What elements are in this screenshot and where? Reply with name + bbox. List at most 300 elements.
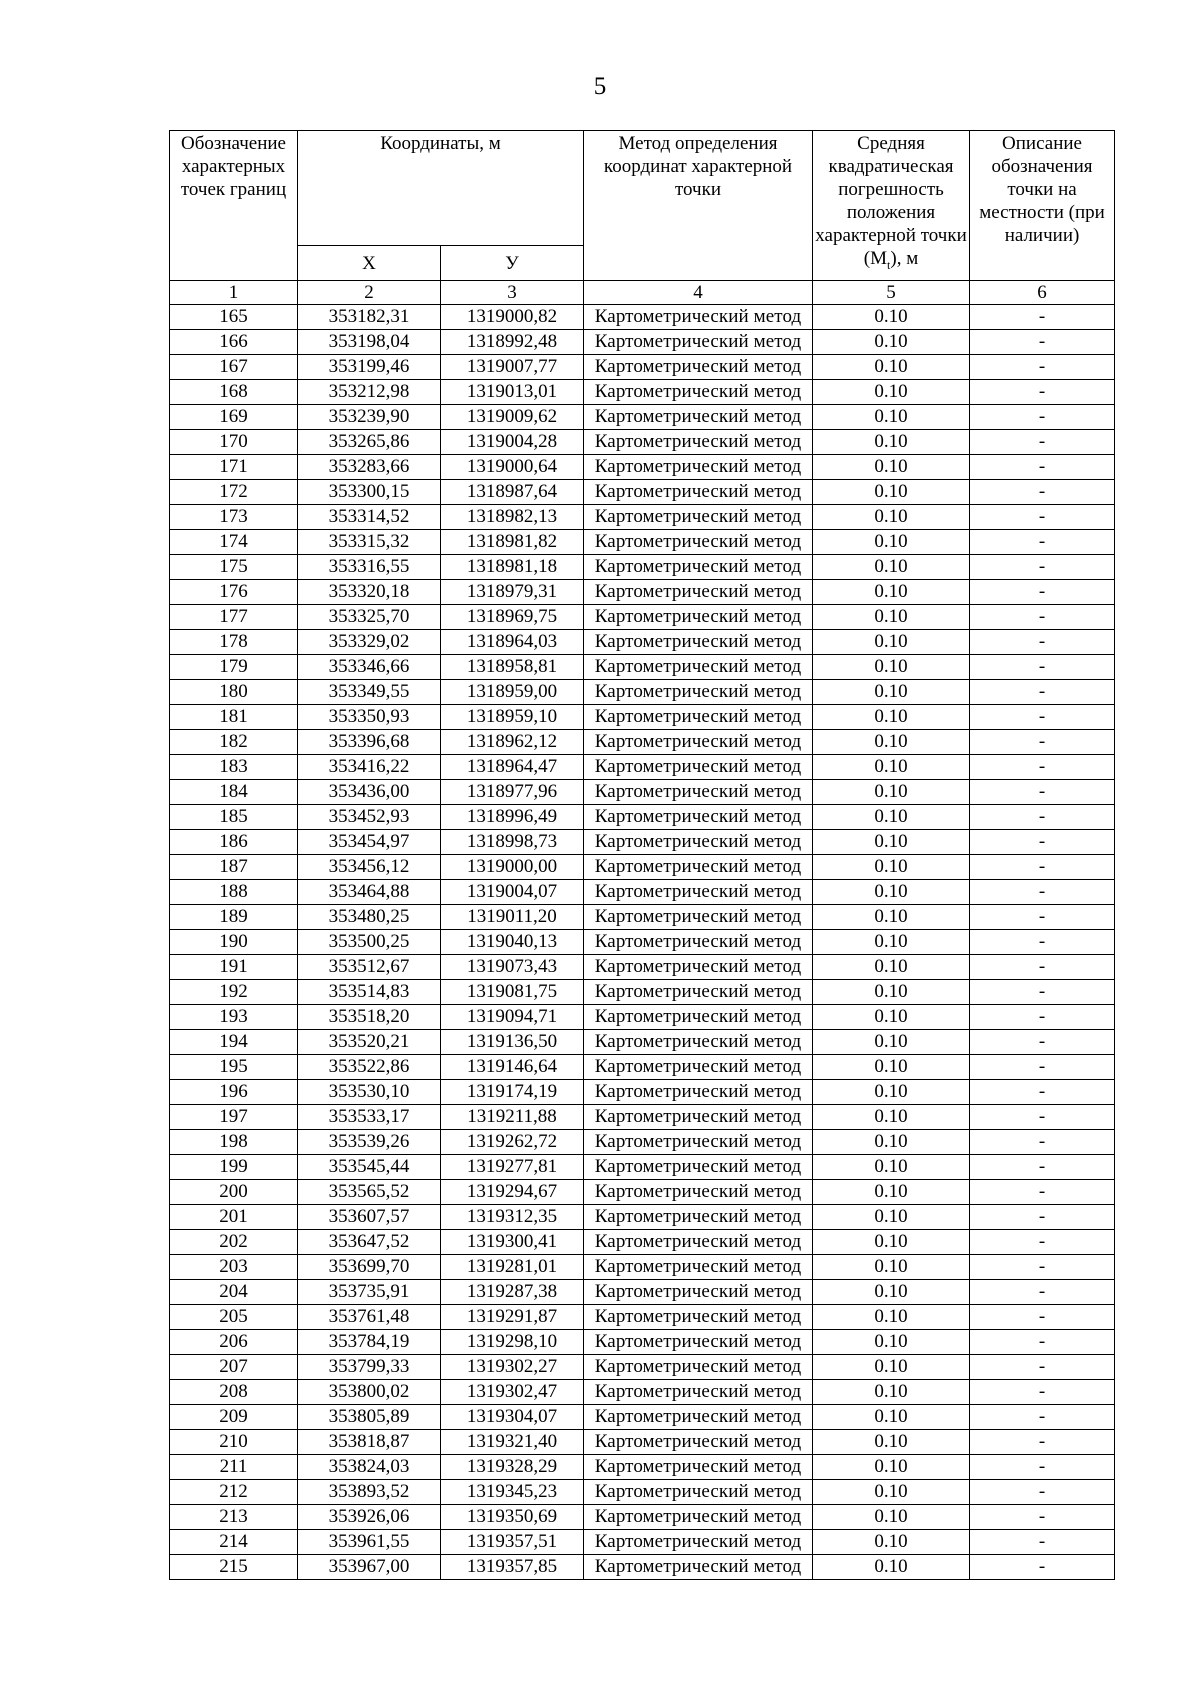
method-cell: Картометрический метод: [584, 305, 813, 330]
point-number-cell: 200: [170, 1180, 298, 1205]
error-cell: 0.10: [813, 1180, 970, 1205]
description-cell: -: [970, 580, 1115, 605]
method-cell: Картометрический метод: [584, 930, 813, 955]
table-row: [170, 530, 1115, 555]
description-cell: -: [970, 930, 1115, 955]
point-number-cell: 184: [170, 780, 298, 805]
point-number-cell: 197: [170, 1105, 298, 1130]
point-number-cell: 186: [170, 830, 298, 855]
table-row: [170, 1105, 1115, 1130]
point-number-cell: 204: [170, 1280, 298, 1305]
method-cell: Картометрический метод: [584, 1355, 813, 1380]
error-cell: 0.10: [813, 430, 970, 455]
error-cell: 0.10: [813, 555, 970, 580]
y-coordinate-cell: 1319081,75: [441, 980, 584, 1005]
method-cell: Картометрический метод: [584, 955, 813, 980]
point-number-cell: 171: [170, 455, 298, 480]
error-cell: 0.10: [813, 1130, 970, 1155]
table-row: [170, 580, 1115, 605]
error-cell: 0.10: [813, 930, 970, 955]
table-row: [170, 655, 1115, 680]
method-cell: Картометрический метод: [584, 1480, 813, 1505]
description-cell: -: [970, 1280, 1115, 1305]
y-coordinate-cell: 1318962,12: [441, 730, 584, 755]
description-cell: -: [970, 1055, 1115, 1080]
y-coordinate-cell: 1319136,50: [441, 1030, 584, 1055]
method-cell: Картометрический метод: [584, 605, 813, 630]
table-row: [170, 1280, 1115, 1305]
description-cell: -: [970, 1180, 1115, 1205]
method-cell: Картометрический метод: [584, 405, 813, 430]
y-coordinate-cell: 1319345,23: [441, 1480, 584, 1505]
error-cell: 0.10: [813, 980, 970, 1005]
y-coordinate-cell: 1318959,10: [441, 705, 584, 730]
method-cell: Картометрический метод: [584, 755, 813, 780]
y-coordinate-cell: 1319011,20: [441, 905, 584, 930]
error-cell: 0.10: [813, 630, 970, 655]
x-coordinate-cell: 353545,44: [298, 1155, 441, 1180]
error-cell: 0.10: [813, 455, 970, 480]
table-row: [170, 680, 1115, 705]
y-coordinate-cell: 1319304,07: [441, 1405, 584, 1430]
x-coordinate-cell: 353607,57: [298, 1205, 441, 1230]
x-coordinate-cell: 353824,03: [298, 1455, 441, 1480]
point-number-cell: 213: [170, 1505, 298, 1530]
method-cell: Картометрический метод: [584, 1255, 813, 1280]
y-coordinate-cell: 1319350,69: [441, 1505, 584, 1530]
y-coordinate-cell: 1318977,96: [441, 780, 584, 805]
header-error: [813, 131, 970, 281]
table-row: [170, 455, 1115, 480]
point-number-cell: 196: [170, 1080, 298, 1105]
error-cell: 0.10: [813, 1355, 970, 1380]
y-coordinate-cell: 1319312,35: [441, 1205, 584, 1230]
method-cell: Картометрический метод: [584, 555, 813, 580]
boundary-points-table: [169, 130, 1115, 1580]
description-cell: -: [970, 1330, 1115, 1355]
x-coordinate-cell: 353198,04: [298, 330, 441, 355]
method-cell: Картометрический метод: [584, 805, 813, 830]
table-row: [170, 505, 1115, 530]
description-cell: -: [970, 1430, 1115, 1455]
description-cell: -: [970, 1255, 1115, 1280]
error-cell: 0.10: [813, 605, 970, 630]
y-coordinate-cell: 1318964,03: [441, 630, 584, 655]
point-number-cell: 212: [170, 1480, 298, 1505]
error-cell: 0.10: [813, 1155, 970, 1180]
point-number-cell: 190: [170, 930, 298, 955]
page-number: 5: [593, 73, 607, 100]
y-coordinate-cell: 1318996,49: [441, 805, 584, 830]
x-coordinate-cell: 353799,33: [298, 1355, 441, 1380]
x-coordinate-cell: 353349,55: [298, 680, 441, 705]
x-coordinate-cell: 353805,89: [298, 1405, 441, 1430]
table-row: [170, 1555, 1115, 1580]
point-number-cell: 192: [170, 980, 298, 1005]
description-cell: -: [970, 455, 1115, 480]
y-coordinate-cell: 1319146,64: [441, 1055, 584, 1080]
method-cell: Картометрический метод: [584, 530, 813, 555]
y-coordinate-cell: 1319281,01: [441, 1255, 584, 1280]
point-number-cell: 206: [170, 1330, 298, 1355]
table-row: [170, 1455, 1115, 1480]
point-number-cell: 195: [170, 1055, 298, 1080]
description-cell: -: [970, 880, 1115, 905]
table-row: [170, 1205, 1115, 1230]
y-coordinate-cell: 1318964,47: [441, 755, 584, 780]
column-number: 5: [813, 281, 970, 305]
error-cell: 0.10: [813, 705, 970, 730]
error-cell: 0.10: [813, 1530, 970, 1555]
point-number-cell: 215: [170, 1555, 298, 1580]
x-coordinate-cell: 353522,86: [298, 1055, 441, 1080]
y-coordinate-cell: 1319004,07: [441, 880, 584, 905]
error-cell: 0.10: [813, 530, 970, 555]
point-number-cell: 178: [170, 630, 298, 655]
method-cell: Картометрический метод: [584, 1030, 813, 1055]
error-cell: 0.10: [813, 1280, 970, 1305]
header-error-text: Средняя квадратическая погрешность положения характерной точки (М: [815, 133, 967, 269]
error-cell: 0.10: [813, 1080, 970, 1105]
error-cell: 0.10: [813, 1205, 970, 1230]
method-cell: Картометрический метод: [584, 1455, 813, 1480]
x-coordinate-cell: 353452,93: [298, 805, 441, 830]
method-cell: Картометрический метод: [584, 705, 813, 730]
error-cell: 0.10: [813, 680, 970, 705]
point-number-cell: 180: [170, 680, 298, 705]
point-number-cell: 203: [170, 1255, 298, 1280]
description-cell: -: [970, 380, 1115, 405]
y-coordinate-cell: 1318959,00: [441, 680, 584, 705]
method-cell: Картометрический метод: [584, 430, 813, 455]
table-row: [170, 705, 1115, 730]
description-cell: -: [970, 705, 1115, 730]
y-coordinate-cell: 1318981,18: [441, 555, 584, 580]
error-cell: 0.10: [813, 780, 970, 805]
x-coordinate-cell: 353818,87: [298, 1430, 441, 1455]
x-coordinate-cell: 353480,25: [298, 905, 441, 930]
description-cell: -: [970, 1205, 1115, 1230]
method-cell: Картометрический метод: [584, 1080, 813, 1105]
table-row: [170, 355, 1115, 380]
y-coordinate-cell: 1319073,43: [441, 955, 584, 980]
method-cell: Картометрический метод: [584, 380, 813, 405]
header-x: Х: [298, 246, 441, 281]
column-number: 1: [170, 281, 298, 305]
method-cell: Картометрический метод: [584, 355, 813, 380]
description-cell: -: [970, 1455, 1115, 1480]
method-cell: Картометрический метод: [584, 1005, 813, 1030]
table-row: [170, 405, 1115, 430]
table-row: [170, 1130, 1115, 1155]
table-row: [170, 1155, 1115, 1180]
table-row: [170, 330, 1115, 355]
description-cell: -: [970, 1080, 1115, 1105]
table-row: [170, 955, 1115, 980]
table-row: [170, 805, 1115, 830]
method-cell: Картометрический метод: [584, 830, 813, 855]
description-cell: -: [970, 680, 1115, 705]
point-number-cell: 210: [170, 1430, 298, 1455]
x-coordinate-cell: 353456,12: [298, 855, 441, 880]
table-row: [170, 1405, 1115, 1430]
table-row: [170, 1305, 1115, 1330]
table-row: [170, 980, 1115, 1005]
error-cell: 0.10: [813, 1480, 970, 1505]
x-coordinate-cell: 353182,31: [298, 305, 441, 330]
y-coordinate-cell: 1319013,01: [441, 380, 584, 405]
method-cell: Картометрический метод: [584, 655, 813, 680]
error-cell: 0.10: [813, 905, 970, 930]
y-coordinate-cell: 1318982,13: [441, 505, 584, 530]
table-row: [170, 380, 1115, 405]
method-cell: Картометрический метод: [584, 855, 813, 880]
x-coordinate-cell: 353761,48: [298, 1305, 441, 1330]
method-cell: Картометрический метод: [584, 680, 813, 705]
method-cell: Картометрический метод: [584, 1530, 813, 1555]
error-cell: 0.10: [813, 1305, 970, 1330]
error-cell: 0.10: [813, 855, 970, 880]
table-row: [170, 780, 1115, 805]
method-cell: Картометрический метод: [584, 1155, 813, 1180]
x-coordinate-cell: 353699,70: [298, 1255, 441, 1280]
description-cell: -: [970, 980, 1115, 1005]
description-cell: -: [970, 1030, 1115, 1055]
point-number-cell: 189: [170, 905, 298, 930]
method-cell: Картометрический метод: [584, 1055, 813, 1080]
method-cell: Картометрический метод: [584, 455, 813, 480]
x-coordinate-cell: 353784,19: [298, 1330, 441, 1355]
y-coordinate-cell: 1319302,27: [441, 1355, 584, 1380]
table-row: [170, 480, 1115, 505]
y-coordinate-cell: 1319007,77: [441, 355, 584, 380]
table-row: [170, 305, 1115, 330]
error-cell: 0.10: [813, 1230, 970, 1255]
x-coordinate-cell: 353647,52: [298, 1230, 441, 1255]
description-cell: -: [970, 305, 1115, 330]
error-cell: 0.10: [813, 480, 970, 505]
table-row: [170, 905, 1115, 930]
error-cell: 0.10: [813, 730, 970, 755]
table-row: [170, 605, 1115, 630]
table-header: [170, 131, 1115, 281]
description-cell: -: [970, 355, 1115, 380]
description-cell: -: [970, 1230, 1115, 1255]
point-number-cell: 169: [170, 405, 298, 430]
y-coordinate-cell: 1319000,64: [441, 455, 584, 480]
y-coordinate-cell: 1319294,67: [441, 1180, 584, 1205]
method-cell: Картометрический метод: [584, 1205, 813, 1230]
header-description: Описание обозначения точки на местности (при наличии): [970, 131, 1115, 281]
description-cell: -: [970, 1105, 1115, 1130]
x-coordinate-cell: 353512,67: [298, 955, 441, 980]
method-cell: Картометрический метод: [584, 1405, 813, 1430]
table-row: [170, 630, 1115, 655]
y-coordinate-cell: 1319040,13: [441, 930, 584, 955]
x-coordinate-cell: 353239,90: [298, 405, 441, 430]
table-row: [170, 1530, 1115, 1555]
description-cell: -: [970, 1405, 1115, 1430]
point-number-cell: 193: [170, 1005, 298, 1030]
y-coordinate-cell: 1319291,87: [441, 1305, 584, 1330]
method-cell: Картометрический метод: [584, 1430, 813, 1455]
y-coordinate-cell: 1318992,48: [441, 330, 584, 355]
point-number-cell: 168: [170, 380, 298, 405]
y-coordinate-cell: 1319298,10: [441, 1330, 584, 1355]
y-coordinate-cell: 1318998,73: [441, 830, 584, 855]
description-cell: -: [970, 530, 1115, 555]
point-number-cell: 205: [170, 1305, 298, 1330]
x-coordinate-cell: 353316,55: [298, 555, 441, 580]
method-cell: Картометрический метод: [584, 1330, 813, 1355]
table-row: [170, 930, 1115, 955]
x-coordinate-cell: 353300,15: [298, 480, 441, 505]
description-cell: -: [970, 1305, 1115, 1330]
table-row: [170, 1030, 1115, 1055]
x-coordinate-cell: 353199,46: [298, 355, 441, 380]
y-coordinate-cell: 1319287,38: [441, 1280, 584, 1305]
table-row: [170, 1055, 1115, 1080]
description-cell: -: [970, 505, 1115, 530]
y-coordinate-cell: 1318969,75: [441, 605, 584, 630]
header-error-subscript: t: [887, 257, 891, 272]
table-row: [170, 1430, 1115, 1455]
point-number-cell: 201: [170, 1205, 298, 1230]
x-coordinate-cell: 353539,26: [298, 1130, 441, 1155]
method-cell: Картометрический метод: [584, 880, 813, 905]
column-number: 4: [584, 281, 813, 305]
x-coordinate-cell: 353416,22: [298, 755, 441, 780]
point-number-cell: 170: [170, 430, 298, 455]
description-cell: -: [970, 830, 1115, 855]
x-coordinate-cell: 353350,93: [298, 705, 441, 730]
y-coordinate-cell: 1319174,19: [441, 1080, 584, 1105]
error-cell: 0.10: [813, 655, 970, 680]
y-coordinate-cell: 1319357,85: [441, 1555, 584, 1580]
error-cell: 0.10: [813, 1455, 970, 1480]
x-coordinate-cell: 353314,52: [298, 505, 441, 530]
y-coordinate-cell: 1319277,81: [441, 1155, 584, 1180]
point-number-cell: 202: [170, 1230, 298, 1255]
x-coordinate-cell: 353454,97: [298, 830, 441, 855]
y-coordinate-cell: 1319094,71: [441, 1005, 584, 1030]
description-cell: -: [970, 1005, 1115, 1030]
x-coordinate-cell: 353500,25: [298, 930, 441, 955]
error-cell: 0.10: [813, 1105, 970, 1130]
table-row: [170, 1380, 1115, 1405]
table-row: [170, 880, 1115, 905]
description-cell: -: [970, 1355, 1115, 1380]
point-number-cell: 165: [170, 305, 298, 330]
point-number-cell: 181: [170, 705, 298, 730]
y-coordinate-cell: 1319321,40: [441, 1430, 584, 1455]
description-cell: -: [970, 805, 1115, 830]
x-coordinate-cell: 353520,21: [298, 1030, 441, 1055]
error-cell: 0.10: [813, 505, 970, 530]
error-cell: 0.10: [813, 330, 970, 355]
point-number-cell: 209: [170, 1405, 298, 1430]
x-coordinate-cell: 353315,32: [298, 530, 441, 555]
point-number-cell: 208: [170, 1380, 298, 1405]
table-row: [170, 1480, 1115, 1505]
x-coordinate-cell: 353800,02: [298, 1380, 441, 1405]
x-coordinate-cell: 353396,68: [298, 730, 441, 755]
description-cell: -: [970, 605, 1115, 630]
point-number-cell: 199: [170, 1155, 298, 1180]
description-cell: -: [970, 780, 1115, 805]
x-coordinate-cell: 353533,17: [298, 1105, 441, 1130]
method-cell: Картометрический метод: [584, 730, 813, 755]
x-coordinate-cell: 353212,98: [298, 380, 441, 405]
table-row: [170, 1330, 1115, 1355]
error-cell: 0.10: [813, 355, 970, 380]
y-coordinate-cell: 1319004,28: [441, 430, 584, 455]
table-row: [170, 730, 1115, 755]
method-cell: Картометрический метод: [584, 580, 813, 605]
error-cell: 0.10: [813, 1405, 970, 1430]
method-cell: Картометрический метод: [584, 1505, 813, 1530]
header-y: У: [441, 246, 584, 281]
point-number-cell: 174: [170, 530, 298, 555]
x-coordinate-cell: 353436,00: [298, 780, 441, 805]
error-cell: 0.10: [813, 1380, 970, 1405]
method-cell: Картометрический метод: [584, 1230, 813, 1255]
x-coordinate-cell: 353893,52: [298, 1480, 441, 1505]
x-coordinate-cell: 353320,18: [298, 580, 441, 605]
description-cell: -: [970, 1480, 1115, 1505]
table-row: [170, 555, 1115, 580]
table-row: [170, 830, 1115, 855]
description-cell: -: [970, 955, 1115, 980]
point-number-cell: 175: [170, 555, 298, 580]
point-number-cell: 173: [170, 505, 298, 530]
method-cell: Картометрический метод: [584, 980, 813, 1005]
point-number-cell: 198: [170, 1130, 298, 1155]
method-cell: Картометрический метод: [584, 505, 813, 530]
description-cell: -: [970, 1130, 1115, 1155]
method-cell: Картометрический метод: [584, 1280, 813, 1305]
error-cell: 0.10: [813, 1255, 970, 1280]
description-cell: -: [970, 1530, 1115, 1555]
method-cell: Картометрический метод: [584, 780, 813, 805]
method-cell: Картометрический метод: [584, 1130, 813, 1155]
table-row: [170, 1255, 1115, 1280]
point-number-cell: 176: [170, 580, 298, 605]
point-number-cell: 185: [170, 805, 298, 830]
x-coordinate-cell: 353265,86: [298, 430, 441, 455]
error-cell: 0.10: [813, 830, 970, 855]
description-cell: -: [970, 730, 1115, 755]
error-cell: 0.10: [813, 955, 970, 980]
point-number-cell: 172: [170, 480, 298, 505]
x-coordinate-cell: 353346,66: [298, 655, 441, 680]
column-number: 3: [441, 281, 584, 305]
error-cell: 0.10: [813, 1330, 970, 1355]
y-coordinate-cell: 1319000,82: [441, 305, 584, 330]
point-number-cell: 207: [170, 1355, 298, 1380]
error-cell: 0.10: [813, 1430, 970, 1455]
x-coordinate-cell: 353926,06: [298, 1505, 441, 1530]
y-coordinate-cell: 1318981,82: [441, 530, 584, 555]
y-coordinate-cell: 1319262,72: [441, 1130, 584, 1155]
table-row: [170, 1505, 1115, 1530]
error-cell: 0.10: [813, 1005, 970, 1030]
x-coordinate-cell: 353514,83: [298, 980, 441, 1005]
description-cell: -: [970, 655, 1115, 680]
point-number-cell: 166: [170, 330, 298, 355]
error-cell: 0.10: [813, 580, 970, 605]
method-cell: Картометрический метод: [584, 1555, 813, 1580]
